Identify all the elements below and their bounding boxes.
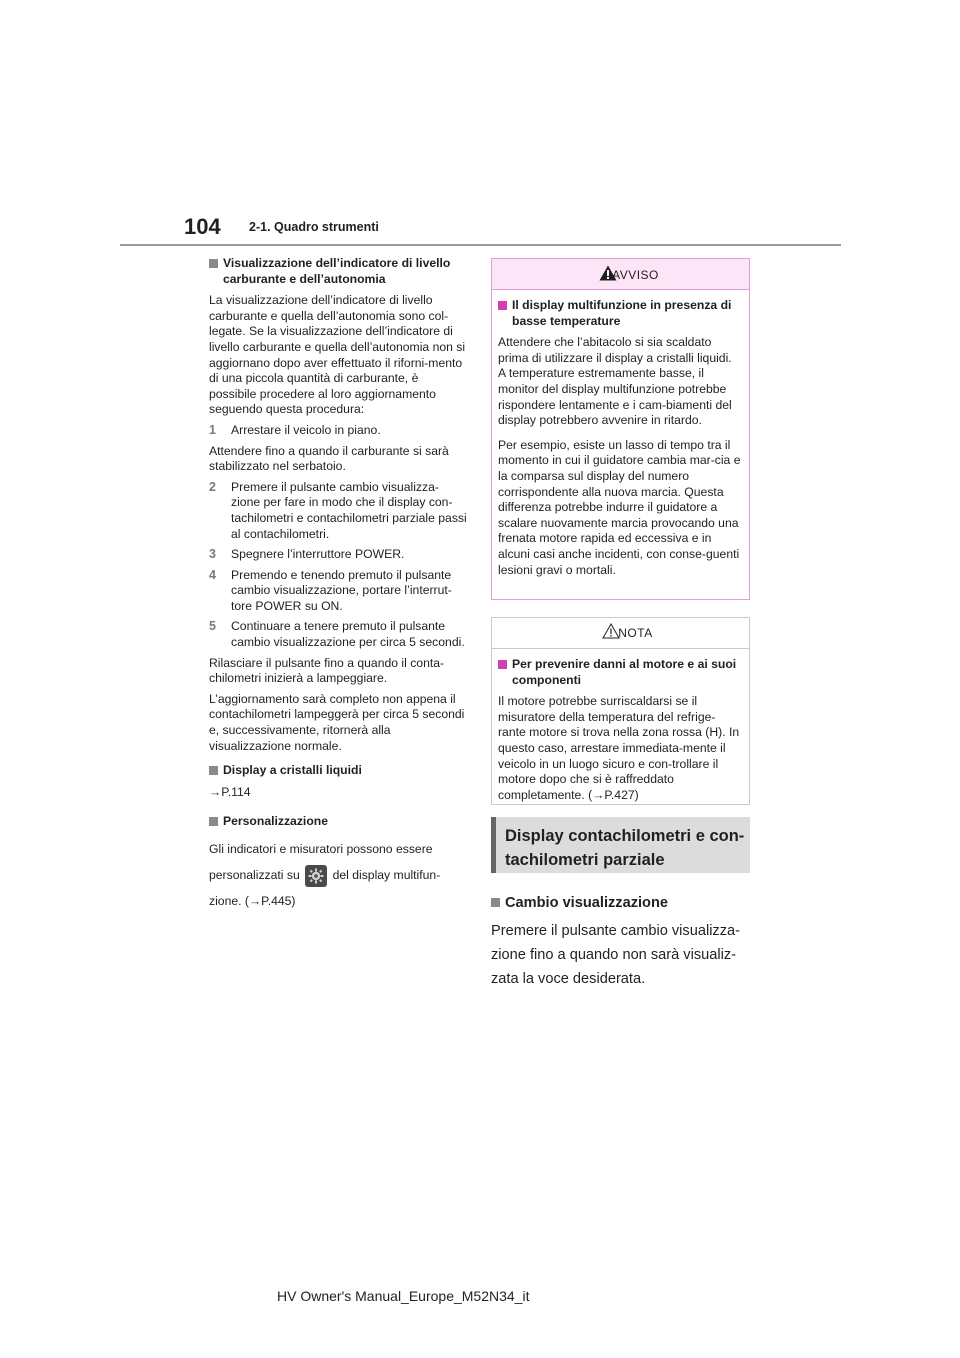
note-heading: Per prevenire danni al motore e ai suoi componenti	[498, 657, 741, 688]
paragraph: L’aggiornamento sarà completo non appena il contachilometri lampeggerà per circa 5 secondi e, successivamente, ritornerà alla visualizzazione normale.	[209, 691, 465, 753]
header-divider	[120, 244, 841, 246]
page-number: 104	[184, 214, 221, 239]
step-item: 5 Continuare a tenere premuto il pulsante cambio visualizzazione per circa 5 secondi.	[209, 619, 465, 650]
subheading-lcd: Display a cristalli liquidi	[209, 763, 467, 779]
step-item: 1 Arrestare il veicolo in piano.	[209, 422, 381, 437]
paragraph: La visualizzazione dell’indicatore di livello carburante e quella dell’autonomia sono col-legate. Se la visualizzazione dell’indicatore di livello carburante e quella dell’autonomia non si aggiornano dopo aver effettuato il riforni-mento di una piccola quantità di carburante, è possibile procedere al loro aggiornamento seguendo questa procedura:	[209, 293, 466, 417]
page-header	[0, 0, 960, 250]
section-heading: Display contachilometri e con-tachilometri parziale	[491, 817, 750, 873]
warning-paragraph: Per esempio, esiste un lasso di tempo tra il momento in cui il guidatore cambia mar-cia e la comparsa sul display del numero corrispondente alla nuova marcia. Questa differenza potrebbe indurre il guidatore a scalare nuovamente marcia provocando una frenata motore rapida ed eccessiva e in alcuni casi anche incidenti, con conse-guenti lesioni gravi o mortali.	[498, 437, 741, 577]
subheading-fuel: Visualizzazione dell’indicatore di livello carburante e dell’autonomia	[209, 256, 467, 287]
subheading-customization: Personalizzazione	[209, 814, 467, 830]
warning-box	[491, 258, 750, 600]
warning-paragraph: Attendere che l’abitacolo si sia scaldato prima di utilizzare il display a cristalli liquidi. A temperature estremamente basse, il monitor del display multifunzione potrebbe rispondere lentamente e i cam-biamenti del display potrebbero avvenire in ritardo.	[498, 335, 732, 428]
square-bullet-icon	[209, 817, 218, 826]
note-box	[491, 617, 750, 805]
square-bullet-icon	[209, 259, 218, 268]
step-item: 3 Spegnere l’interruttore POWER.	[209, 547, 405, 562]
subheading-display-change: Cambio visualizzazione	[491, 891, 750, 915]
section-title: 2-1. Quadro strumenti	[249, 220, 379, 234]
warning-header	[492, 259, 749, 290]
warning-heading: Il display multifunzione in presenza di basse temperature	[498, 298, 741, 329]
note-paragraph: Il motore potrebbe surriscaldarsi se il misuratore della temperatura del refrige-rante motore si trova nella zona rossa (H). In questo caso, arrestare immediata-mente il veicolo in un luogo sicuro e con-trollare il motore dopo che si è raffreddato completamente. (→P.427)	[498, 694, 740, 802]
paragraph: Rilasciare il pulsante fino a quando il conta-chilometri inizierà a lampeggiare.	[209, 655, 445, 686]
settings-gear-icon	[305, 865, 327, 887]
step-item: 2 Premere il pulsante cambio visualizza-zione per fare in modo che il display con-tachilometri e contachilometri parziale passi al contachilometri.	[209, 479, 467, 541]
square-bullet-icon	[498, 301, 507, 310]
paragraph: Gli indicatori e misuratori possono essere personalizzati su del display multifun- zione. (→P.445)	[209, 842, 441, 908]
page-reference-link[interactable]: zione. (→P.445)	[209, 894, 296, 908]
display-change-section	[491, 891, 750, 991]
paragraph: Premere il pulsante cambio visualizza-zione fino a quando non sarà visualiz-zata la voce desiderata.	[491, 923, 741, 987]
note-label: NOTA	[618, 626, 653, 640]
page-footer: HV Owner's Manual_Europe_M52N34_it	[277, 1288, 530, 1304]
paragraph: Attendere fino a quando il carburante si sarà stabilizzato nel serbatoio.	[209, 443, 449, 474]
square-bullet-icon	[209, 766, 218, 775]
warning-label: AVVISO	[612, 268, 659, 282]
right-column	[491, 258, 750, 996]
left-column	[209, 256, 467, 919]
square-bullet-icon	[498, 660, 507, 669]
note-header	[492, 618, 749, 649]
page-reference-link[interactable]: →P.114	[209, 784, 251, 799]
step-item: 4 Premendo e tenendo premuto il pulsante cambio visualizzazione, portare l’interrut-tore POWER su ON.	[209, 567, 452, 613]
square-bullet-icon	[491, 898, 500, 907]
